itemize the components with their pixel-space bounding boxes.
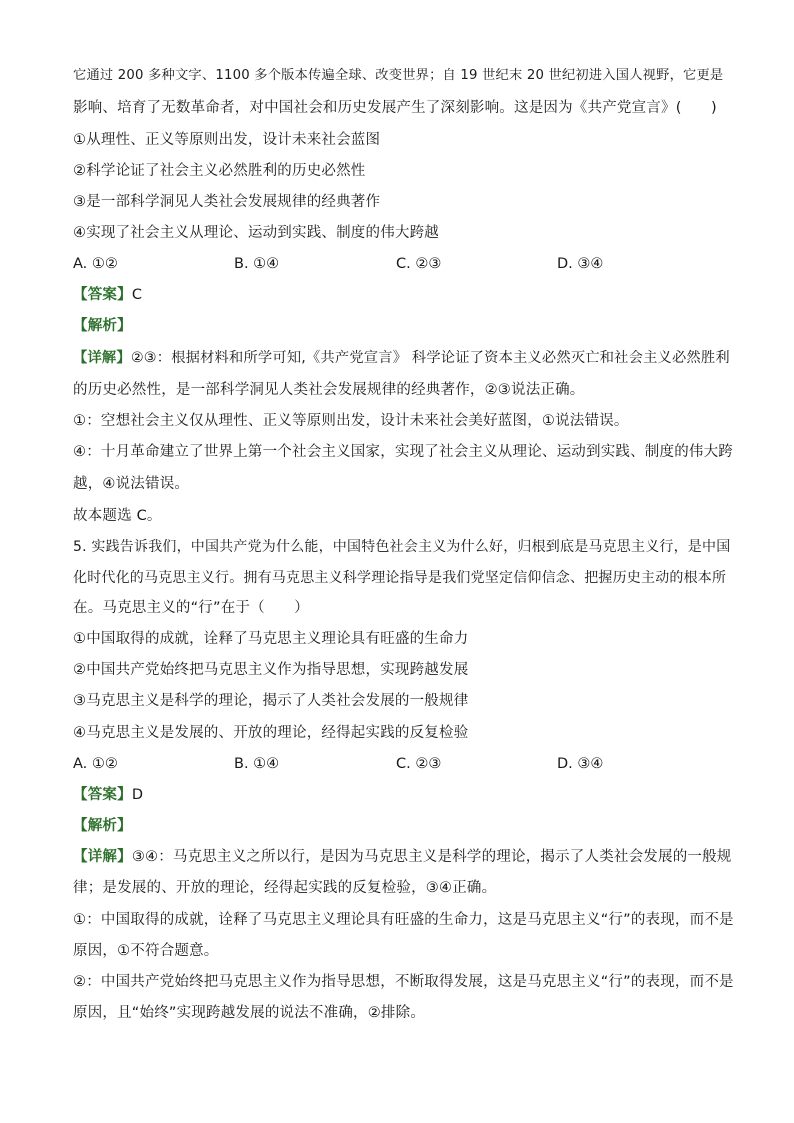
q5-detail-line-6: 原因，且“始终”实现跨越发展的说法不准确，②排除。: [73, 1005, 426, 1021]
q4-detail-line-2: 的历史必然性，是一部科学洞见人类社会发展规律的经典著作，②③说法正确。: [73, 382, 585, 398]
q5-detail-text-1: ③④：马克思主义之所以行，是因为马克思主义是科学的理论，揭示了人类社会发展的一般规: [131, 849, 732, 865]
q5-option-d: D. ③④: [557, 756, 604, 772]
q4-detail-line-5: 越，④说法错误。: [73, 476, 190, 492]
q4-option-b: B. ①④: [234, 256, 280, 272]
q4-statement-1: ①从理性、正义等原则出发，设计未来社会蓝图: [73, 132, 381, 148]
q5-detail-line-1: [73, 847, 732, 867]
q4-option-d: D. ③④: [557, 256, 604, 272]
q5-statement-3: ③马克思主义是科学的理论，揭示了人类社会发展的一般规律: [73, 693, 469, 709]
q5-option-c: C. ②③: [396, 756, 442, 772]
q4-stem-line-2: 影响、培育了无数革命者，对中国社会和历史发展产生了深刻影响。这是因为《共产党宣言》( ): [73, 100, 717, 116]
q4-stem-line-1: 它通过 200 多种文字、1100 多个版本传遍全球、改变世界；自 19 世纪末 20 世纪初进入国人视野，它更是: [73, 68, 724, 83]
q4-detail-line-1: [73, 348, 730, 368]
q4-statement-3: ③是一部科学洞见人类社会发展规律的经典著作: [73, 194, 381, 210]
detail-tag: 【详解】: [73, 350, 131, 366]
q5-statement-1: ①中国取得的成就，诠释了马克思主义理论具有旺盛的生命力: [73, 631, 469, 647]
q5-answer: D: [131, 787, 144, 803]
q5-detail-line-3: ①：中国取得的成就，诠释了马克思主义理论具有旺盛的生命力，这是马克思主义“行”的表现，而不是: [73, 912, 734, 928]
q5-detail-line-5: ②：中国共产党始终把马克思主义作为指导思想，不断取得发展，这是马克思主义“行”的表现，而不是: [73, 974, 734, 990]
q4-detail-text-1: ②③：根据材料和所学可知,《共产党宣言》 科学论证了资本主义必然灭亡和社会主义必然胜利: [130, 350, 730, 366]
q4-detail-line-3: ①：空想社会主义仅从理性、正义等原则出发，设计未来社会美好蓝图，①说法错误。: [73, 413, 629, 429]
q4-conclusion: 故本题选 C。: [73, 508, 162, 524]
analysis-tag: 【解析】: [73, 318, 132, 334]
q4-answer-line: [73, 285, 142, 305]
q4-statement-4: ④实现了社会主义从理论、运动到实践、制度的伟大跨越: [73, 225, 439, 241]
q5-stem-line-2: 化时代化的马克思主义行。拥有马克思主义科学理论指导是我们党坚定信仰信念、把握历史主动的根本所: [73, 570, 727, 586]
q5-answer-line: [73, 785, 143, 805]
q4-option-a: A. ①②: [73, 256, 118, 272]
answer-tag: 【答案】: [73, 287, 132, 303]
q5-analysis-line: [73, 816, 132, 836]
q5-stem-line-1: 5. 实践告诉我们，中国共产党为什么能，中国特色社会主义为什么好，归根到底是马克思主义行，是中国: [73, 539, 731, 555]
q5-option-b: B. ①④: [234, 756, 280, 772]
q4-analysis-line: [73, 316, 132, 336]
q5-detail-line-4: 原因，①不符合题意。: [73, 943, 219, 959]
q4-option-c: C. ②③: [396, 256, 442, 272]
q4-detail-line-4: ④：十月革命建立了世界上第一个社会主义国家，实现了社会主义从理论、运动到实践、制度的伟大跨: [73, 444, 733, 460]
q5-option-a: A. ①②: [73, 756, 118, 772]
q4-answer: C: [131, 287, 143, 303]
analysis-tag: 【解析】: [73, 818, 132, 834]
q5-statement-4: ④马克思主义是发展的、开放的理论，经得起实践的反复检验: [73, 725, 469, 741]
q4-statement-2: ②科学论证了社会主义必然胜利的历史必然性: [73, 163, 366, 179]
answer-tag: 【答案】: [73, 787, 132, 803]
detail-tag: 【详解】: [73, 849, 132, 865]
q5-stem-line-3: 在。马克思主义的“行”在于（ ）: [73, 600, 309, 616]
q5-detail-line-2: 律；是发展的、开放的理论，经得起实践的反复检验，③④正确。: [73, 880, 497, 896]
q5-statement-2: ②中国共产党始终把马克思主义作为指导思想，实现跨越发展: [73, 662, 469, 678]
